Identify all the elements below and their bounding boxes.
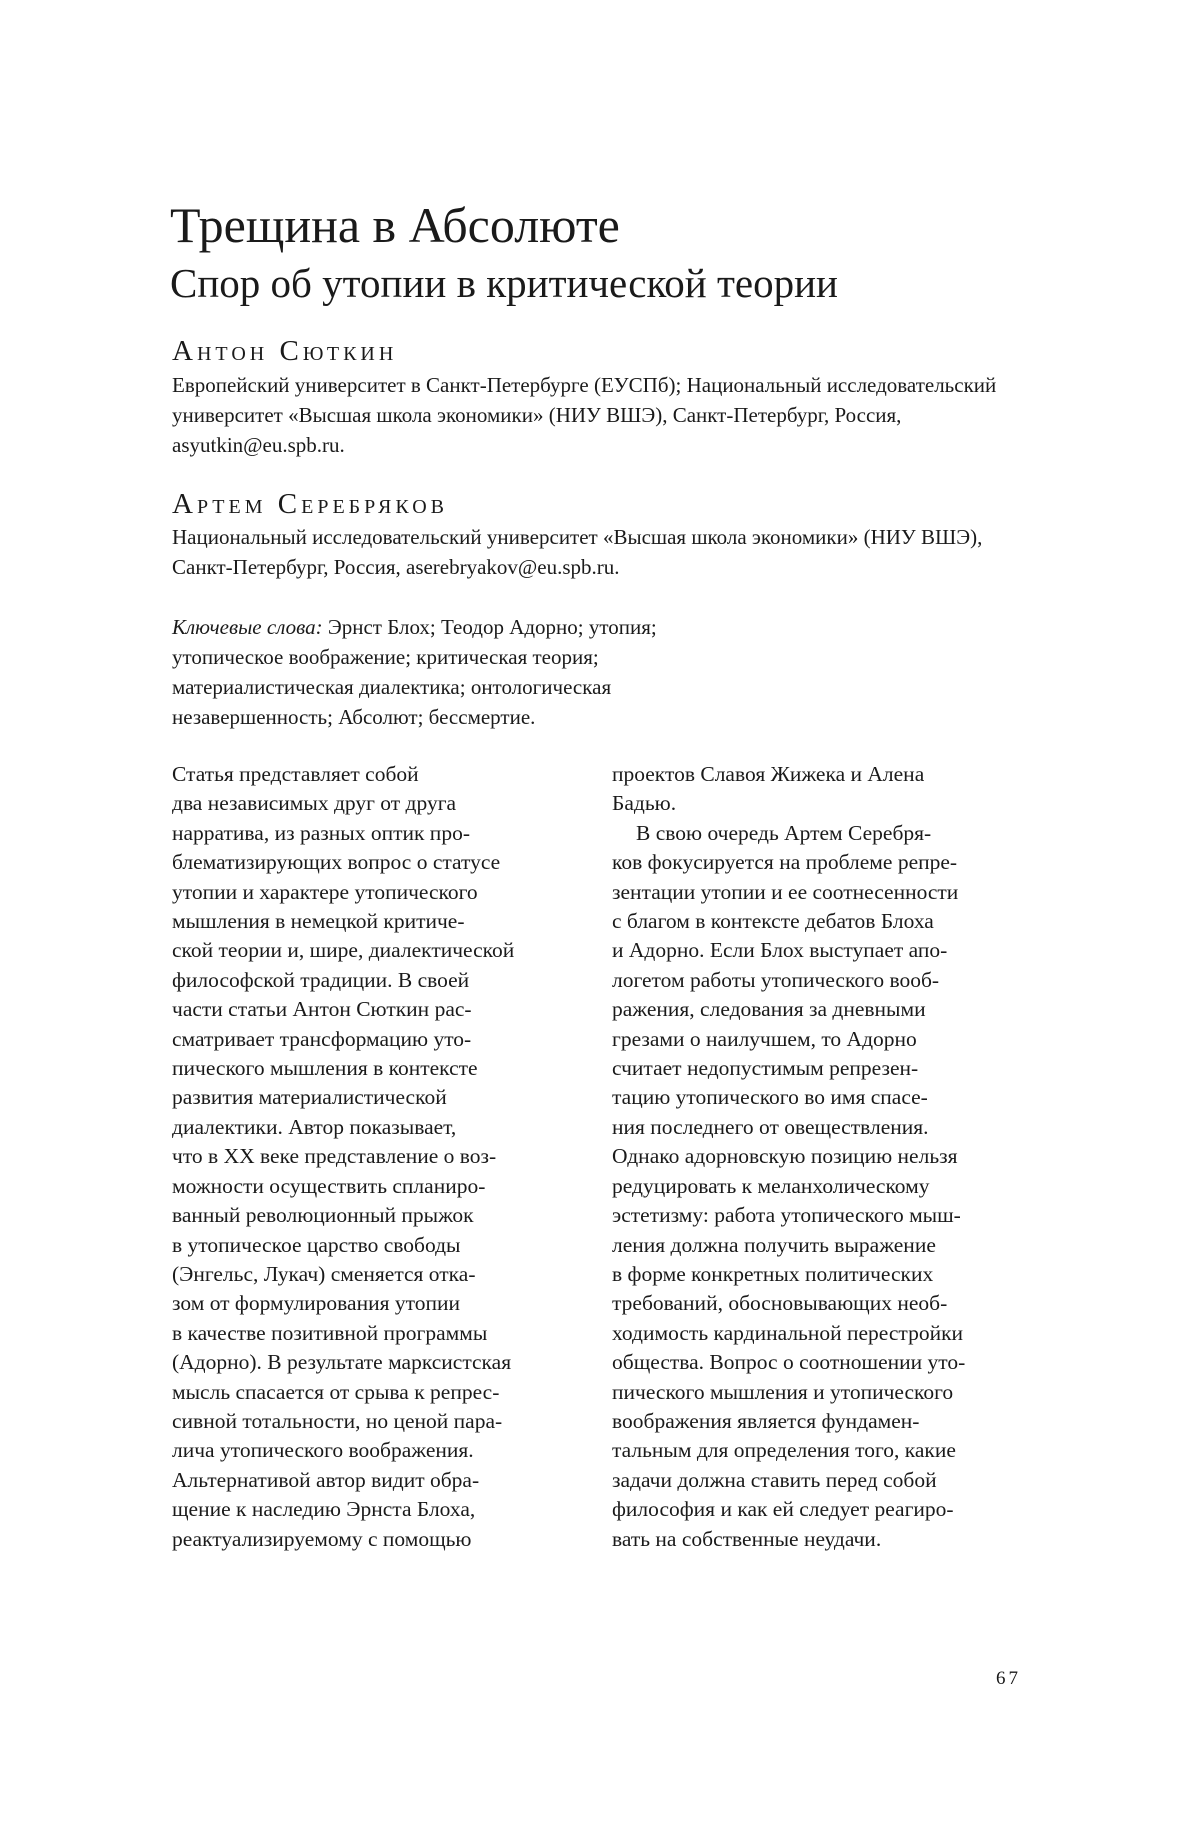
abstract-line: два независимых друг от друга — [172, 791, 457, 816]
abstract-line: философской традиции. В своей — [172, 967, 470, 992]
page-number: 67 — [996, 1668, 1021, 1689]
abstract-right-column — [612, 760, 1032, 1554]
abstract-line: вать на собственные неудачи. — [612, 1526, 882, 1551]
abstract-line: тацию утопического во имя спасе- — [612, 1085, 928, 1110]
keywords-block — [172, 612, 732, 732]
abstract-line: сивной тотальности, но ценой пара- — [172, 1408, 503, 1433]
abstract-line: Бадью. — [612, 791, 677, 816]
abstract-line: (Энгельс, Лукач) сменяется отка- — [172, 1261, 476, 1286]
article-title: Трещина в Абсолюте — [170, 197, 620, 253]
abstract-line: с благом в контексте дебатов Блоха — [612, 909, 934, 934]
abstract-line: логетом работы утопического вооб- — [612, 967, 940, 992]
abstract-line: ходимость кардинальной перестройки — [612, 1320, 964, 1345]
abstract-line: тальным для определения того, какие — [612, 1438, 956, 1463]
abstract-line: эстетизму: работа утопического мыш- — [612, 1203, 961, 1228]
abstract-line: развития материалистической — [172, 1085, 447, 1110]
abstract-line: общества. Вопрос о соотношении уто- — [612, 1350, 966, 1375]
author-name-1: Антон Сюткин — [172, 335, 398, 367]
abstract-line: ния последнего от овеществления. — [612, 1114, 929, 1139]
abstract-line: и Адорно. Если Блох выступает апо- — [612, 938, 948, 963]
abstract-line: можности осуществить спланиро- — [172, 1173, 486, 1198]
abstract-line: сматривает трансформацию уто- — [172, 1026, 472, 1051]
abstract-line: воображения является фундамен- — [612, 1408, 920, 1433]
abstract-line: мышления в немецкой критиче- — [172, 909, 465, 934]
abstract-line: задачи должна ставить перед собой — [612, 1467, 937, 1492]
abstract-line: блематизирующих вопрос о статусе — [172, 850, 501, 875]
abstract-line: считает недопустимым репрезен- — [612, 1056, 919, 1081]
abstract-line: ления должна получить выражение — [612, 1232, 936, 1257]
keywords-text: Эрнст Блох; Теодор Адорно; утопия; утопическое воображение; критическая теория; материалистическая диалектика; онтологическая незавершенность; Абсолют; бессмертие. — [172, 615, 657, 729]
abstract-line: проектов Славоя Жижека и Алена — [612, 762, 925, 786]
abstract-line: в качестве позитивной программы — [172, 1320, 488, 1345]
abstract-line: части статьи Антон Сюткин рас- — [172, 997, 472, 1022]
abstract-line: мысль спасается от срыва к репрес- — [172, 1379, 500, 1404]
abstract-line: в утопическое царство свободы — [172, 1232, 461, 1257]
abstract-line: ванный революционный прыжок — [172, 1203, 474, 1228]
abstract-line: лича утопического воображения. — [172, 1438, 474, 1463]
abstract-line: ражения, следования за дневными — [612, 997, 926, 1022]
abstract-line: редуцировать к меланхолическому — [612, 1173, 930, 1198]
abstract-line: (Адорно). В результате марксистская — [172, 1350, 512, 1375]
abstract-line: ков фокусируется на проблеме репре- — [612, 850, 958, 875]
author-affiliation-2: Национальный исследовательский университет «Высшая школа экономики» (НИУ ВШЭ), Санкт-Петербург, Россия, aserebryakov@eu.spb.ru. — [172, 525, 983, 579]
abstract-line: щение к наследию Эрнста Блоха, — [172, 1497, 476, 1522]
abstract-line: что в XX веке представление о воз- — [172, 1144, 497, 1169]
abstract-line: утопии и характере утопического — [172, 879, 478, 904]
abstract-line: Альтернативой автор видит обра- — [172, 1467, 480, 1492]
abstract-line: В свою очередь Артем Серебря- — [636, 820, 932, 845]
abstract-line: пического мышления и утопического — [612, 1379, 954, 1404]
abstract-line: философия и как ей следует реагиро- — [612, 1497, 954, 1522]
abstract-line: нарратива, из разных оптик про- — [172, 820, 470, 845]
keywords-label: Ключевые слова: — [172, 615, 323, 639]
abstract-line: пического мышления в контексте — [172, 1056, 478, 1081]
abstract-line: реактуализируемому с помощью — [172, 1526, 472, 1551]
abstract-line: диалектики. Автор показывает, — [172, 1114, 457, 1139]
abstract-line: зом от формулирования утопии — [172, 1291, 460, 1316]
author-affiliation-1: Европейский университет в Санкт-Петербурге (ЕУСПб); Национальный исследовательский университет «Высшая школа экономики» (НИУ ВШЭ), Санкт-Петербург, Россия, asyutkin@eu.spb.ru. — [172, 373, 997, 457]
abstract-line: грезами о наилучшем, то Адорно — [612, 1026, 917, 1051]
abstract-line: ской теории и, шире, диалектической — [172, 938, 515, 963]
abstract-line: Статья представляет собой — [172, 762, 419, 786]
abstract-line: требований, обосновывающих необ- — [612, 1291, 948, 1316]
abstract-line: Однако адорновскую позицию нельзя — [612, 1144, 958, 1169]
abstract-left-column — [172, 760, 592, 1554]
author-name-2: Артем Серебряков — [172, 488, 448, 520]
abstract-line: зентации утопии и ее соотнесенности — [612, 879, 959, 904]
article-subtitle: Спор об утопии в критической теории — [170, 260, 838, 306]
abstract-line: в форме конкретных политических — [612, 1261, 934, 1286]
